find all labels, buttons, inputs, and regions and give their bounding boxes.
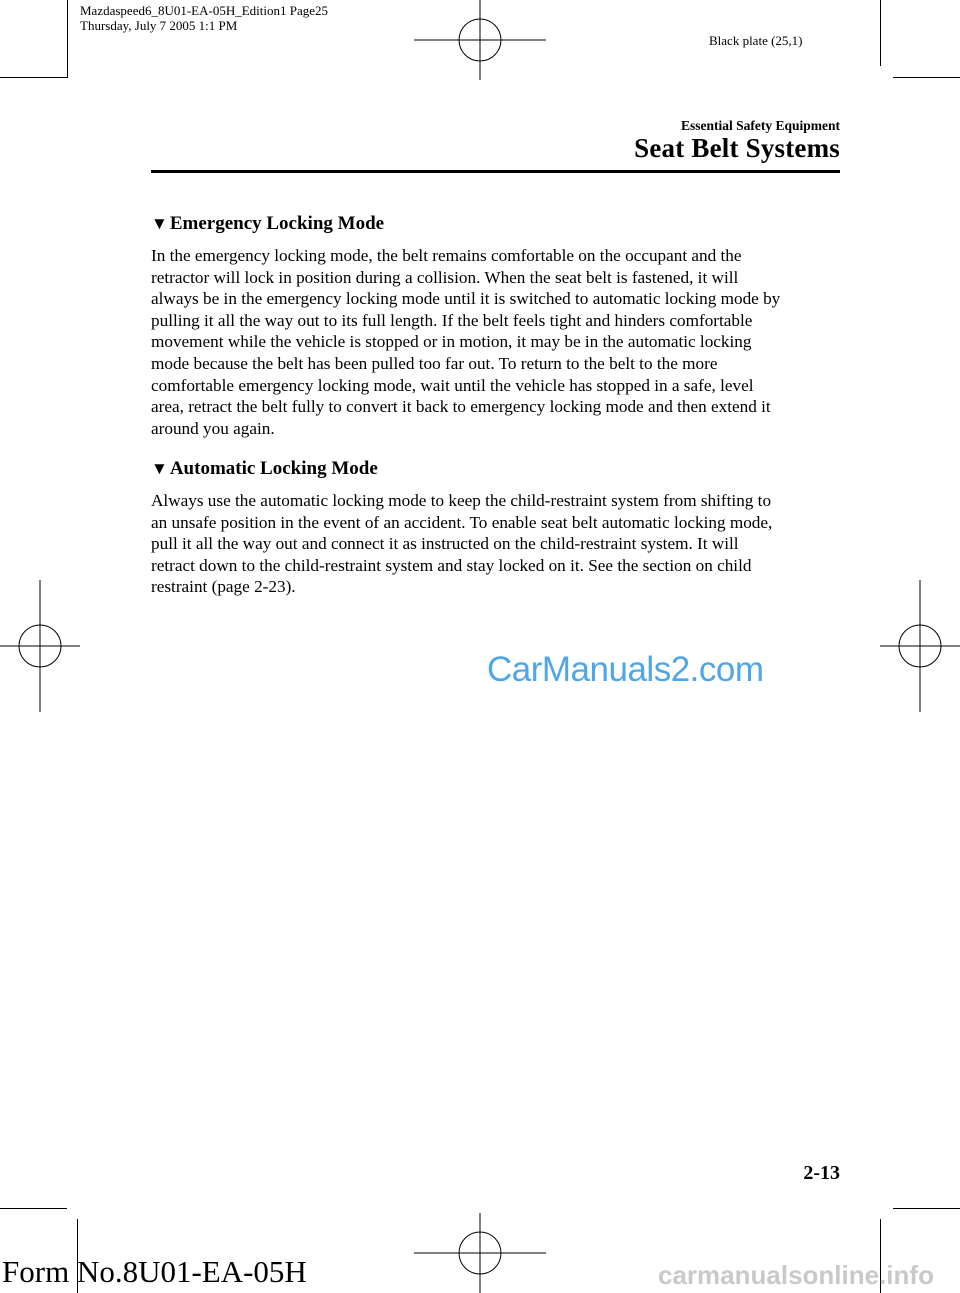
watermark-carmanuals2: CarManuals2.com <box>487 650 764 689</box>
text-line: area, retract the belt fully to convert it back to emergency locking mode and then extend it <box>151 397 771 417</box>
text-line: movement while the vehicle is stopped or in motion, it may be in the automatic locking <box>151 332 752 352</box>
watermark-carmanualsonline: carmanualsonline.info <box>658 1260 934 1290</box>
registration-target-bottom <box>414 1213 546 1293</box>
paragraph-automatic <box>151 490 841 598</box>
text-line: pull it all the way out and connect it as instructed on the child-restraint system. It will <box>151 534 739 554</box>
text-line: In the emergency locking mode, the belt remains comfortable on the occupant and the <box>151 246 742 265</box>
text-line: mode because the belt has been pulled too far out. To return to the belt to the more <box>151 353 718 373</box>
print-meta-file: Mazdaspeed6_8U01-EA-05H_Edition1 Page25 <box>80 3 329 18</box>
heading-text: Automatic Locking Mode <box>169 458 378 479</box>
header-rule <box>151 170 840 173</box>
section-title: Seat Belt Systems <box>634 133 840 163</box>
triangle-marker-icon: ▼ <box>151 214 168 233</box>
triangle-marker-icon: ▼ <box>151 459 168 478</box>
registration-target-top <box>414 0 546 80</box>
paragraph-emergency <box>151 245 841 439</box>
text-line: pulling it all the way out to its full length. If the belt feels tight and hinders comfortable <box>151 310 753 330</box>
text-line: Always use the automatic locking mode to keep the child-restraint system from shifting to <box>151 491 772 510</box>
section-heading-emergency <box>151 213 384 235</box>
text-line: an unsafe position in the event of an accident. To enable seat belt automatic locking mode, <box>151 512 773 532</box>
registration-target-left <box>0 580 80 712</box>
print-meta <box>80 3 328 33</box>
page-number: 2-13 <box>803 1162 840 1184</box>
text-line: restraint (page 2-23). <box>151 577 296 597</box>
heading-text: Emergency Locking Mode <box>169 213 385 234</box>
text-line: always be in the emergency locking mode until it is switched to automatic locking mode by <box>151 289 781 309</box>
form-number: Form No.8U01-EA-05H <box>2 1254 307 1289</box>
text-line: comfortable emergency locking mode, wait until the vehicle has stopped in a safe, level <box>151 375 754 395</box>
print-meta-date: Thursday, July 7 2005 1:1 PM <box>80 18 238 33</box>
registration-target-right <box>880 580 960 712</box>
text-line: retractor will lock in position during a collision. When the seat belt is fastened, it will <box>151 267 739 287</box>
text-line: retract down to the child-restraint system and stay locked on it. See the section on child <box>151 555 752 575</box>
section-heading-automatic <box>151 458 378 480</box>
section-label: Essential Safety Equipment <box>680 118 840 133</box>
text-line: around you again. <box>151 418 275 438</box>
plate-label: Black plate (25,1) <box>709 33 803 48</box>
